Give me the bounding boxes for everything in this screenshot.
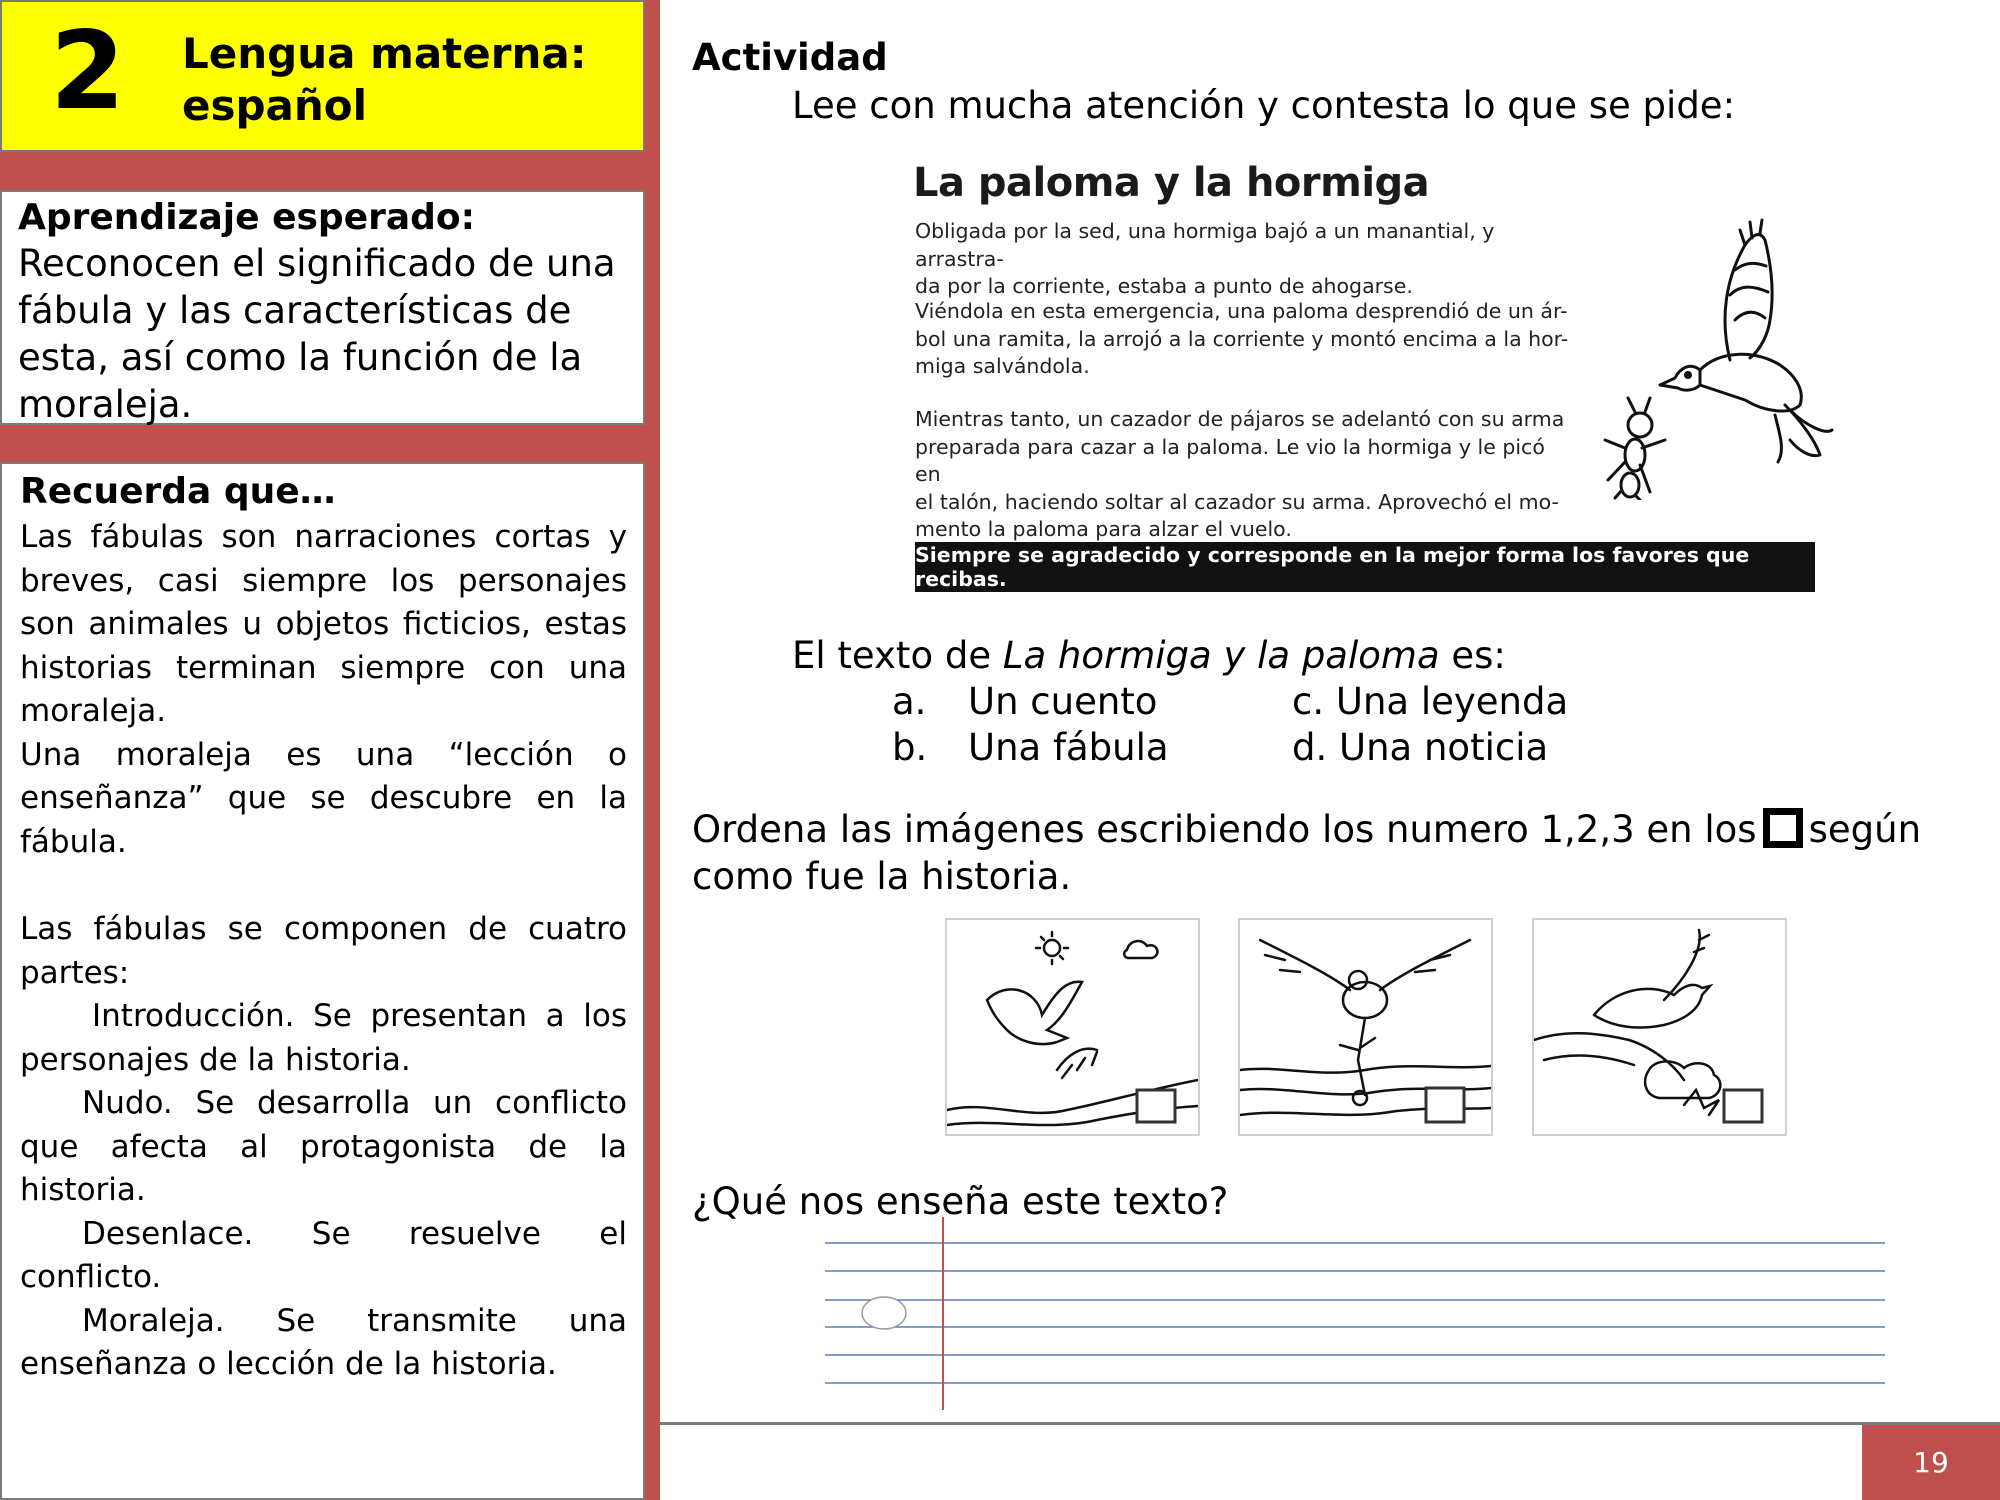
- grade-number: 2: [50, 9, 126, 134]
- question-2: Ordena las imágenes escribiendo los numero 1,2,3 en los según como fue la historia.: [692, 808, 1922, 898]
- recall-part-desenlace: Desenlace. Se resuelve el conflicto.: [20, 1215, 627, 1295]
- recall-title: Recuerda que…: [20, 471, 336, 512]
- learning-text: Reconocen el significado de una fábula y las características de esta, así como la función de la moraleja.: [18, 242, 616, 426]
- fable-title: La paloma y la hormiga: [913, 160, 1430, 206]
- option-b-text[interactable]: Una fábula: [968, 726, 1169, 769]
- answer-lines[interactable]: [820, 1215, 1885, 1415]
- recall-part-introduction: Introducción. Se presentan a los personajes de la historia.: [20, 998, 627, 1078]
- sequence-picture-1: [945, 918, 1200, 1136]
- fable-paragraph-2: Viéndola en esta emergencia, una paloma desprendió de un ár- bol una ramita, la arrojó a la corriente y montó encima a la hor- miga salvándola.: [915, 299, 1569, 378]
- order-answer-box-1[interactable]: [1137, 1090, 1175, 1122]
- question-1-fable-title: La hormiga y la paloma: [1002, 634, 1440, 677]
- subject-line-2: español: [182, 81, 368, 130]
- recall-part-moraleja: Moraleja. Se transmite una enseñanza o lección de la historia.: [20, 1302, 627, 1382]
- fable-paragraph-3: Mientras tanto, un cazador de pájaros se adelantó con su arma preparada para cazar a la paloma. Le vio la hormiga y le picó en el talón, haciendo soltar al cazador su arma. Aprovechó el mo- mento la paloma para alzar el vuelo.: [915, 407, 1565, 541]
- recall-paragraph-parts: Las fábulas se componen de cuatro partes:: [20, 911, 627, 991]
- order-answer-box-2[interactable]: [1426, 1088, 1464, 1122]
- fable-moral-banner: Siempre se agradecido y corresponde en la mejor forma los favores que recibas.: [915, 542, 1815, 592]
- question-1: El texto de La hormiga y la paloma es:: [792, 634, 1506, 677]
- option-b[interactable]: b.: [892, 726, 928, 769]
- activity-title: Actividad: [692, 36, 888, 79]
- option-d[interactable]: d. Una noticia: [1292, 726, 1549, 769]
- footer-bar: [660, 1425, 1862, 1500]
- sequence-picture-2: [1238, 918, 1493, 1136]
- fable-paragraph-1: Obligada por la sed, una hormiga bajó a un manantial, y arrastra- da por la corriente, estaba a punto de ahogarse.: [915, 219, 1495, 298]
- question-3: ¿Qué nos enseña este texto?: [692, 1180, 1229, 1223]
- subject-line-1: Lengua materna:: [182, 29, 587, 78]
- subject-title: [182, 28, 587, 132]
- learning-box: [0, 190, 645, 425]
- dove-and-ant-illustration: [1580, 200, 1840, 500]
- recall-paragraph-moral: Una moraleja es una “lección o enseñanza” que se descubre en la fábula.: [20, 736, 627, 860]
- activity-instruction: Lee con mucha atención y contesta lo que se pide:: [792, 84, 1736, 127]
- sequence-picture-3: [1532, 918, 1787, 1136]
- recall-box: [0, 462, 645, 1500]
- page-number: 19: [1862, 1425, 2000, 1500]
- order-answer-box-3[interactable]: [1724, 1090, 1762, 1122]
- option-a[interactable]: a.: [892, 680, 927, 723]
- recall-part-nudo: Nudo. Se desarrolla un conflicto que afecta al protagonista de la historia.: [20, 1085, 627, 1208]
- option-c[interactable]: c. Una leyenda: [1292, 680, 1569, 723]
- learning-title: Aprendizaje esperado:: [18, 197, 476, 238]
- order-box-symbol: [1763, 808, 1803, 848]
- option-a-text[interactable]: Un cuento: [968, 680, 1158, 723]
- recall-paragraph-definition: Las fábulas son narraciones cortas y breves, casi siempre los personajes son animales u objetos ficticios, estas historias terminan siempre con una moraleja.: [20, 519, 627, 729]
